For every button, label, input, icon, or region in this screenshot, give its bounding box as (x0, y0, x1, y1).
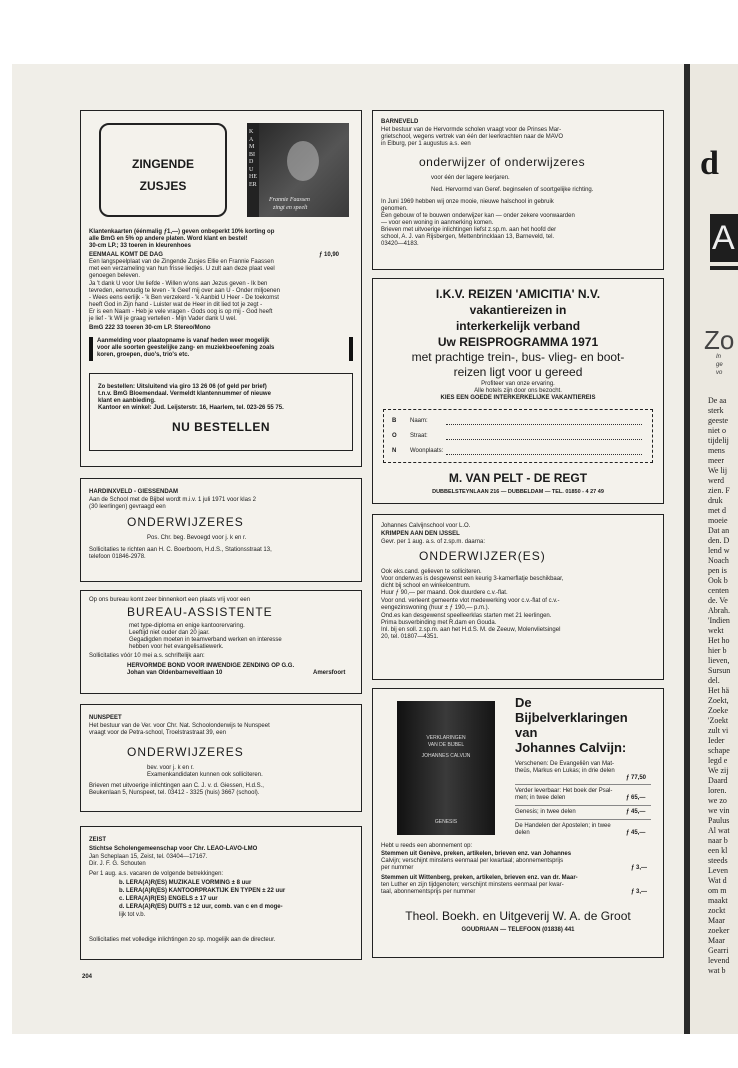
songs-line-2: tevreden, eenvoudig te leven - 'k Geef mij over aan U - Onder miljoenen (89, 288, 280, 294)
hardinxveld-line-4: telefoon 01846-2978. (89, 554, 146, 560)
calvijn-p3-price: ƒ 45,— (626, 809, 646, 815)
next-page-line: 'Indien (708, 616, 730, 625)
book-cover-author: JOHANNES CALVIJN (421, 753, 471, 759)
next-page-line: den. D (708, 536, 730, 545)
next-page-line: zockt (708, 906, 726, 915)
krimpen-line-9: Ond.es kan desgewenst speelleerklas starten met 21 leerlingen. (381, 613, 552, 619)
desc-line-2: met een verzameling van hun frisse liedjes. U zult aan deze plaat veel (89, 266, 275, 272)
next-page-line: Gearri (708, 946, 729, 955)
songs-line-5: Er is een Naam - Heb je vele vragen - Gods oog is op mij - God heeft (89, 309, 273, 315)
next-page-line: lieven, (708, 656, 730, 665)
zeist-item: d. LERA(A)R(ES) DUITS ± 12 uur, comb. van c en d moge- (119, 904, 283, 910)
next-page-line: we zo (708, 796, 727, 805)
next-page-line: Daard (708, 776, 728, 785)
divider (515, 819, 651, 820)
hardinxveld-headline: ONDERWIJZERES (127, 515, 244, 529)
city-field[interactable] (446, 454, 642, 455)
calvijn-p3: Genesis; in twee delen (515, 809, 576, 815)
ikv-sub-1: Profiteer van onze ervaring. (481, 381, 555, 387)
zeist-line-1: Stichtse Scholengemeenschap voor Chr. LEAO-LAVO-LMO (89, 846, 258, 852)
next-page-big-letter: d (700, 145, 719, 182)
barneveld-line-10: 03420—4183. (381, 241, 419, 247)
calvijn-sub: Hebt u reeds een abonnement op: (381, 843, 473, 849)
book-cover-title-1: VERKLARINGEN (426, 735, 466, 741)
nunspeet-line-4: Beukenlaan 5, Nunspeet, tel. 03412 - 3325 (huis) 3667 (school). (89, 790, 260, 796)
barneveld-line-5: genomen. (381, 206, 408, 212)
next-page-rule (710, 266, 738, 270)
book-cover-volume: GENESIS (434, 819, 458, 825)
krimpen-line-7: Voor ond. verleent gemeente vlot medewerking voor c.v.-flat of c.v.- (381, 598, 560, 604)
zusjes-logo-line1: ZINGENDE (131, 157, 194, 171)
notice-line-2: voor alle soorten geestelijke zang- en muziekbeoefening zoals (97, 345, 275, 351)
photo-caption-1: Frannie Faassen (269, 197, 310, 203)
next-page-line: Wat d (708, 876, 727, 885)
coupon-letter: B (392, 418, 397, 424)
barneveld-line-1: Het bestuur van de Hervormde scholen vraagt voor de Prinses Mar- (381, 127, 562, 133)
zeist-item: lijk tot v.b. (119, 912, 146, 918)
next-page-line: we vin (708, 806, 730, 815)
next-page-line: zult vi (708, 726, 729, 735)
nunspeet-sub-2: Examenkandidaten kunnen ook solliciteren. (147, 772, 263, 778)
next-page-line: Zoeke (708, 706, 728, 715)
krimpen-heading: KRIMPEN AAN DEN IJSSEL (381, 531, 460, 537)
calvijn-title-3: van (515, 725, 538, 740)
order-line-2: t.n.v. BmG Bloemendaal. Vermeldt klantennummer of nieuwe (98, 391, 271, 397)
publisher-address: GOUDRIAAN — TELEFOON (01838) 441 (461, 927, 575, 933)
intro-line-2: alle BmG en 5% op andere platen. Word klant en bestel! (89, 236, 248, 242)
next-page-line: tijdelij (708, 436, 729, 445)
next-page-line: steeds (708, 856, 728, 865)
barneveld-line-9: school, A. J. van Rijsbergen, Mettenbrincklaan 13, Barneveld, tel. (381, 234, 555, 240)
next-page-line: Abrah. (708, 606, 730, 615)
calvijn-wittenberg-2: ten Luther en zijn tijdgenoten; verschijnt minstens eenmaal per kwar- (381, 882, 564, 888)
barneveld-line-3: in Elburg, per 1 augustus a.s. een (381, 141, 471, 147)
zusjes-side-text: KAMBIDUHEER (249, 129, 257, 188)
nunspeet-line-1: Het bestuur van de Ver. voor Chr. Nat. Schoolonderwijs te Nunspeet (89, 723, 270, 729)
divider (515, 784, 651, 785)
hardinxveld-heading: HARDINXVELD - GIESSENDAM (89, 489, 179, 495)
krimpen-line-1: Johannes Calvijnschool voor L.O. (381, 523, 471, 529)
krimpen-line-8: eengezinswoning (huur ± ƒ 190,— p.m.). (381, 605, 490, 611)
calvijn-p2-a: Verder leverbaar: Het boek der Psal- (515, 788, 613, 794)
singer-portrait-photo (259, 123, 349, 217)
bmg-catalog: BmG 222 33 toeren 30-cm LP. Stereo/Mono (89, 325, 211, 331)
barneveld-line-4: In Juni 1969 hebben wij onze mooie, nieuwe halschool in gebruik (381, 199, 554, 205)
photo-caption-2: zingt en speelt (273, 205, 308, 211)
calvijn-p1-a: Verschenen: De Evangeliën van Mat- (515, 761, 615, 767)
bureau-org-city: Amersfoort (313, 670, 346, 676)
bureau-req-4: hebben voor het evangelisatiewerk. (129, 644, 224, 650)
coupon-letter: N (392, 448, 397, 454)
krimpen-line-3: Ook eks.cand. gelieven te solliciteren. (381, 569, 482, 575)
notice-line-3: koren, groepen, duo's, trio's etc. (97, 352, 190, 358)
next-page-line: pen is (708, 566, 727, 575)
bureau-line-2: Sollicitaties vóór 10 mei a.s. schriftelijk aan: (89, 653, 205, 659)
next-page-line: del. (708, 676, 720, 685)
next-page-line: legd e (708, 756, 728, 765)
calvijn-p1-b: theüs, Markus en Lukas; in drie delen (515, 768, 615, 774)
next-page-intro: In ge vo (716, 354, 723, 376)
hardinxveld-line-3: Sollicitaties te richten aan H. C. Boerboom, H.d.S., Stationsstraat 13, (89, 547, 272, 553)
next-page-line: geeste (708, 416, 728, 425)
album-price: ƒ 10,90 (319, 252, 340, 258)
ad-nunspeet (80, 704, 362, 812)
barneveld-line-6: Een gebouw of te bouwen onderwijzer kan — onder zekere voorwaarden (381, 213, 575, 219)
next-page-line: levend (708, 956, 730, 965)
intro-line-3: 30-cm LP.; 33 toeren in kleurenhoes (89, 243, 191, 249)
ikv-title-6: reizen ligt voor u gereed (453, 365, 583, 379)
barneveld-line-7: — voor een woning in aanmerking komen. (381, 220, 494, 226)
calvijn-p1-price: ƒ 77,50 (626, 775, 647, 781)
zeist-item: b. LERA(A)R(ES) KANTOORPRAKTIJK EN TYPEN ± 22 uur (119, 888, 286, 894)
calvijn-p4-b: delen (515, 830, 530, 836)
ikv-title-1: I.K.V. REIZEN 'AMICITIA' N.V. (435, 287, 601, 301)
next-page-heading: Zo (704, 325, 735, 355)
portrait-face (287, 141, 319, 181)
ikv-sub-2: Alle hotels zijn door ons bezocht. (474, 388, 562, 394)
zeist-heading: ZEIST (89, 837, 107, 843)
next-page-line: Zoekt, (708, 696, 729, 705)
calvijn-wittenberg-price: ƒ 3,— (631, 889, 648, 895)
next-page-line: hier b (708, 646, 727, 655)
coupon-label-city: Woonplaats: (410, 448, 444, 454)
next-page-line: lend w (708, 546, 730, 555)
ad-zingende-zusjes (80, 110, 362, 467)
next-page-line: meer (708, 456, 724, 465)
hardinxveld-sub: Pos. Chr. beg. Bevoegd voor j. k en r. (147, 535, 247, 541)
calvijn-geneve-2: Calvijn; verschijnt minstens eenmaal per kwartaal; abonnementsprijs (381, 858, 564, 864)
next-page-line: centen (708, 586, 729, 595)
calvijn-title-1: De (515, 695, 532, 710)
next-page-line: maakt (708, 896, 728, 905)
krimpen-line-5: dicht bij school en winkelcentrum. (381, 583, 471, 589)
next-page-line: 'Zoekt (708, 716, 729, 725)
next-page-line: Ieder (708, 736, 725, 745)
calvijn-title-4: Johannes Calvijn: (515, 740, 627, 755)
ikv-title-3: interkerkelijk verband (455, 319, 581, 333)
songs-line-1: Ja 't dank U voor Uw liefde - Willen w'ons aan Jezus geven - Ik ben (89, 281, 268, 287)
notice-right-bar (349, 337, 353, 361)
barneveld-line-2: grietschool, wegens vertrek van één der leerkrachten naar de MAVO (381, 134, 563, 140)
krimpen-line-12: 20, tel. 01807—4351. (381, 634, 439, 640)
order-box (89, 373, 353, 451)
next-page-dark-box (710, 214, 738, 262)
nunspeet-headline: ONDERWIJZERES (127, 745, 244, 759)
bureau-req-1: met type-diploma en enige kantoorervaring. (129, 623, 245, 629)
next-page-line: een kl (708, 846, 728, 855)
bureau-headline: BUREAU-ASSISTENTE (127, 605, 273, 619)
divider (515, 805, 651, 806)
coupon-form (383, 409, 653, 463)
krimpen-headline: ONDERWIJZER(ES) (419, 549, 546, 563)
intro-line-1: Klantenkaarten (éénmalig ƒ1,—) geven onbeperkt 10% korting op (89, 229, 275, 235)
desc-line-3: genoegen beleven. (89, 273, 141, 279)
album-title: EENMAAL KOMT DE DAG (89, 252, 163, 258)
bureau-line-1: Op ons bureau komt zeer binnenkort een plaats vrij voor een (89, 597, 251, 603)
zeist-item: c. LERA(A)R(ES) ENGELS ± 17 uur (119, 896, 218, 902)
coupon-label-street: Straat: (410, 433, 428, 439)
barneveld-heading: BARNEVELD (381, 119, 419, 125)
next-page-line: schape (708, 746, 730, 755)
krimpen-line-2: Gevr. per 1 aug. a.s. of z.sp.m. daarna: (381, 539, 486, 545)
barneveld-sub-1: voor één der lagere leerjaren. (431, 175, 510, 181)
calvijn-p2-b: men; in twee delen (515, 795, 566, 801)
ad-ikv-reizen (372, 278, 664, 504)
next-page-line: werd (708, 476, 724, 485)
calvijn-geneve-price: ƒ 3,— (631, 865, 648, 871)
name-field[interactable] (446, 424, 642, 425)
next-page-line: Het hä (708, 686, 730, 695)
next-page-line: Paulus (708, 816, 730, 825)
desc-line-1: Een langspeelplaat van de Zingende Zusjes Ellie en Frannie Faassen (89, 259, 274, 265)
order-line-1: Zo bestellen: Uitsluitend via giro 13 26 06 (of geld per brief) (98, 384, 267, 390)
next-page-line: Leven (708, 866, 728, 875)
next-page-box-letter: A (712, 219, 735, 257)
zusjes-logo-line2: ZUSJES (139, 179, 187, 193)
ad-calvijn-commentaries (372, 688, 664, 958)
next-page-line: met d (708, 506, 726, 515)
next-page-line: zien. F (708, 486, 730, 495)
calvijn-title-2: Bijbelverklaringen (515, 710, 628, 725)
order-line-4: Kantoor en winkel: Jud. Leijsterstr. 16, Haarlem, tel. 023-26 55 75. (98, 405, 284, 411)
next-page-line: Noach (708, 556, 729, 565)
calvijn-wittenberg-1: Stemmen uit Wittenberg, preken, artikelen, brieven enz. van dr. Maar- (381, 875, 578, 881)
next-page-line: loren. (708, 786, 727, 795)
next-page-line: de. Ve (708, 596, 728, 605)
barneveld-sub-2: Ned. Hervormd van Geref. beginselen of soortgelijke richting. (431, 187, 594, 193)
coupon-letter: O (392, 433, 397, 439)
songs-line-4: heeft God in Zijn hand - Luister wat de Heer in dit lied tot je zegt - (89, 302, 263, 308)
book-cover-title-2: VAN DE BIJBEL (427, 742, 465, 748)
next-page-line: Maar (708, 936, 725, 945)
krimpen-line-11: Inl. bij en soll. z.sp.m. aan het H.d.S. M. de Zeeuw, Molenvlietsingel (381, 627, 561, 633)
zeist-line-2: Jan Scheplaan 15, Zeist, tel. 03404—17167. (89, 854, 208, 860)
zeist-line-3: Dir. J. F. G. Schouten (89, 861, 146, 867)
hardinxveld-line-1: Aan de School met de Bijbel wordt m.i.v. 1 juli 1971 voor klas 2 (89, 497, 256, 503)
next-page-line: We lij (708, 466, 728, 475)
songs-line-6: je lief - 'k Wil je graag vertellen - Mijn Vader dank U wel. (89, 316, 237, 322)
zusjes-side-band (247, 123, 259, 217)
krimpen-line-10: Prima busverbinding met R.dam en Gouda. (381, 620, 497, 626)
book-cover-image (397, 701, 495, 835)
publisher-name: Theol. Boekh. en Uitgeverij W. A. de Groot (405, 909, 631, 923)
hardinxveld-line-2: (30 leerlingen) gevraagd een (89, 504, 166, 510)
zeist-item: b. LERA(A)R(ES) MUZIKALE VORMING ± 8 uur (119, 880, 252, 886)
next-page-line: wat b (708, 966, 726, 975)
calvijn-p2-price: ƒ 65,— (626, 795, 646, 801)
next-page-line: Al wat (708, 826, 730, 835)
notice-left-bar (89, 337, 93, 361)
street-field[interactable] (446, 439, 642, 440)
ikv-sub-3: KIES EEN GOEDE INTERKERKELIJKE VAKANTIEREIS (440, 395, 596, 401)
next-page-line: De aa (708, 396, 727, 405)
coupon-label-name: Naam: (410, 418, 428, 424)
nunspeet-heading: NUNSPEET (89, 715, 122, 721)
ikv-firm: M. VAN PELT - DE REGT (448, 471, 588, 485)
calvijn-geneve-1: Stemmen uit Genève, preken, artikelen, brieven enz. van Johannes (381, 851, 572, 857)
nunspeet-line-2: vraagt voor de Petra-school, Troelstrastraat 39, een (89, 730, 227, 736)
nunspeet-line-3: Brieven met uitvoerige inlichtingen aan C. J. v. d. Giessen, H.d.S., (89, 783, 264, 789)
barneveld-line-8: Brieven met uitvoerige inlichtingen liefst z.sp.m. aan het hoofd der (381, 227, 557, 233)
next-page-line: niet o (708, 426, 726, 435)
bureau-req-3: Gegadigden moeten in teamverband werken en interesse (129, 637, 282, 643)
krimpen-line-4: Voor onderw.es is desgewenst een keurig 3-kamerflatje beschikbaar, (381, 576, 564, 582)
bureau-org-2: Johan van Oldenbarneveltlaan 10 (127, 670, 223, 676)
calvijn-geneve-3: per nummer (381, 865, 414, 871)
ikv-title-4: Uw REISPROGRAMMA 1971 (437, 335, 599, 349)
next-page-line: moeie (708, 516, 728, 525)
next-page-line: druk (708, 496, 723, 505)
next-page-line: Het ho (708, 636, 730, 645)
next-page-line: Dat an (708, 526, 730, 535)
order-line-3: klant en aanbieding. (98, 398, 156, 404)
zeist-line-5: Sollicitaties met volledige inlichtingen zo sp. mogelijk aan de directeur. (89, 937, 276, 943)
order-cta: NU BESTELLEN (171, 420, 270, 434)
next-page-line: mens (708, 446, 725, 455)
next-page-line: We zij (708, 766, 729, 775)
notice-line-1: Aanmelding voor plaatopname is vanaf heden weer mogelijk (97, 338, 270, 344)
nunspeet-sub-1: bev. voor j. k en r. (147, 765, 194, 771)
next-page-line: Sursun (708, 666, 731, 675)
ikv-title-5: met prachtige trein-, bus- vlieg- en boot- (411, 350, 625, 364)
ad-krimpen (372, 514, 664, 680)
next-page-line: Ook b (708, 576, 728, 585)
next-page-line: wekt (708, 626, 724, 635)
bureau-org-1: HERVORMDE BOND VOOR INWENDIGE ZENDING OP G.G. (127, 663, 295, 669)
next-page-line: Maar (708, 916, 725, 925)
calvijn-p4-price: ƒ 45,— (626, 830, 646, 836)
songs-line-3: - Wees eens eerlijk - 'k Ben verzekerd - 'k Aanbid U Heer - De toekomst (89, 295, 279, 301)
ad-bureau-assistente (80, 590, 362, 694)
calvijn-p4-a: De Handelen der Apostelen; in twee (515, 823, 611, 829)
next-page-line: om m (708, 886, 727, 895)
page-number: 204 (82, 974, 93, 980)
krimpen-line-6: Huur ƒ 90,— per maand. Ook duurdere c.v.-flat. (381, 590, 508, 596)
next-page-line: naar b (708, 836, 728, 845)
ikv-address: DUBBELSTEYNLAAN 216 — DUBBELDAM — TEL. 01850 - 4 27 49 (432, 489, 604, 495)
zeist-line-4: Per 1 aug. a.s. vacaren de volgende betrekkingen: (89, 871, 224, 877)
next-page-line: sterk (708, 406, 724, 415)
ikv-title-2: vakantiereizen in (469, 303, 567, 317)
bureau-req-2: Leeftijd niet ouder dan 20 jaar. (129, 630, 210, 636)
barneveld-headline: onderwijzer of onderwijzeres (419, 155, 586, 169)
next-page-strip (690, 64, 738, 1034)
ad-hardinxveld (80, 478, 362, 582)
next-page-line: zoeker (708, 926, 730, 935)
ad-barneveld (372, 110, 664, 270)
ad-zeist (80, 826, 362, 960)
zusjes-logo-frame (99, 123, 227, 217)
calvijn-wittenberg-3: taal, abonnementsprijs per nummer (381, 889, 476, 895)
